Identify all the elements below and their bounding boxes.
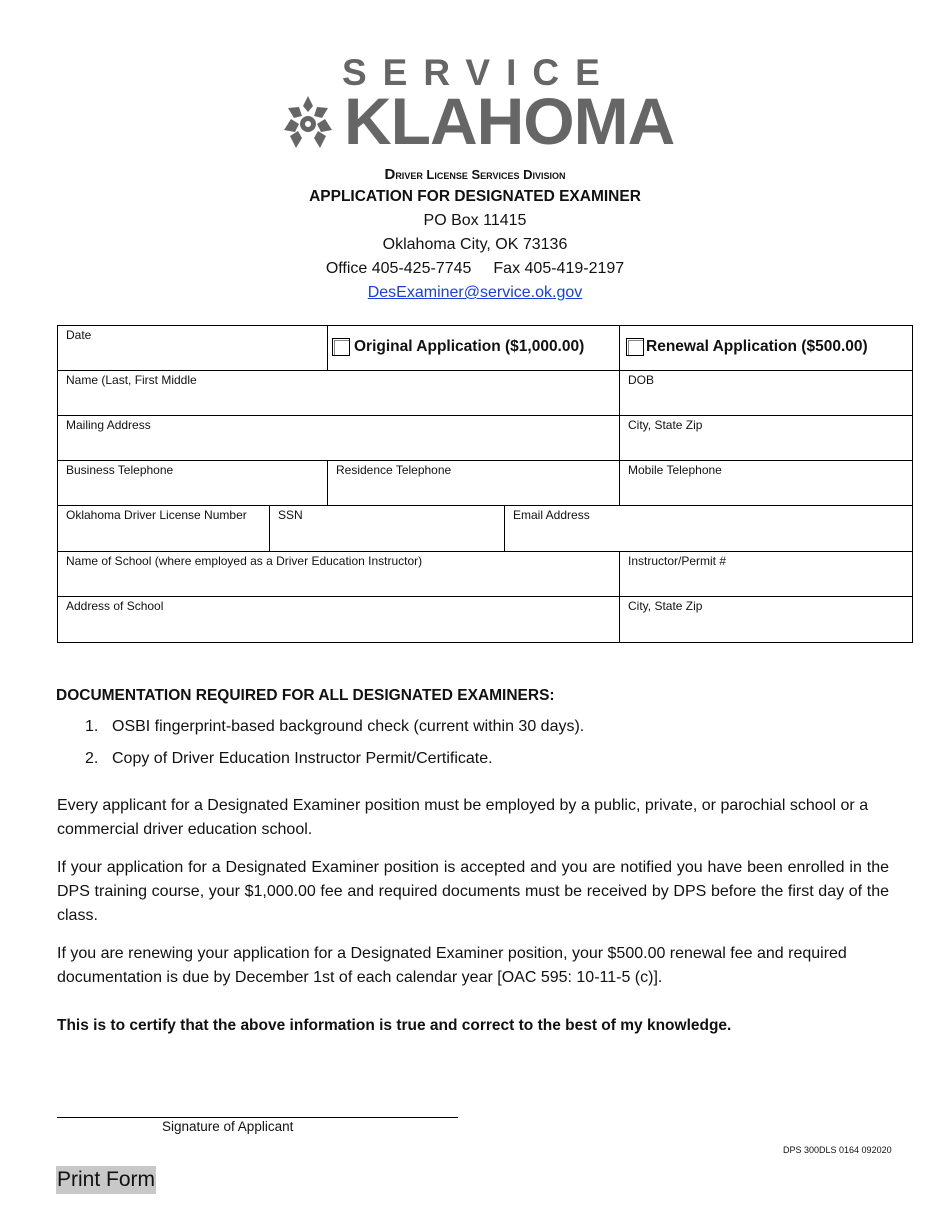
- date-label: Date: [66, 328, 92, 342]
- school-name-field[interactable]: [57, 551, 620, 597]
- school-address-label: Address of School: [66, 599, 164, 613]
- residence-telephone-label: Residence Telephone: [336, 463, 452, 477]
- city-address: Oklahoma City, OK 73136: [382, 236, 568, 253]
- instructor-permit-field[interactable]: [619, 551, 913, 597]
- mailing-address-field[interactable]: [57, 415, 620, 461]
- division-name: [0, 166, 950, 183]
- oklahoma-star-icon: [280, 94, 336, 152]
- mailing-address-label: Mailing Address: [66, 418, 151, 432]
- residence-telephone-field[interactable]: [327, 460, 620, 506]
- office-phone: Office 405-425-7745: [325, 260, 472, 277]
- renewal-fee-paragraph: If you are renewing your application for a Designated Examiner position, your $500.00 renewal fee and required documentation is due by December 1st of each calendar year [OAC 595: 10-11-5 (c)].: [57, 945, 847, 986]
- ssn-field[interactable]: [269, 505, 505, 552]
- documentation-item-number: 1.: [85, 718, 99, 735]
- ssn-label: SSN: [278, 508, 303, 522]
- certification-statement: This is to certify that the above information is true and correct to the best of my knowledge.: [57, 1017, 732, 1034]
- documentation-item-text: OSBI fingerprint-based background check (current within 30 days).: [112, 718, 585, 735]
- phone-numbers: [0, 260, 950, 278]
- division-first-letter: D: [384, 166, 396, 183]
- page-title: APPLICATION FOR DESIGNATED EXAMINER: [309, 188, 641, 205]
- documentation-item-text: Copy of Driver Education Instructor Permit/Certificate.: [112, 750, 493, 767]
- business-telephone-label: Business Telephone: [66, 463, 174, 477]
- school-city-state-zip-field[interactable]: [619, 596, 913, 643]
- email-address-field[interactable]: [504, 505, 913, 552]
- instructor-permit-label: Instructor/Permit #: [628, 554, 727, 568]
- original-application-cell: [327, 325, 620, 371]
- driver-license-number-label: Oklahoma Driver License Number: [66, 508, 247, 522]
- email-address-label: Email Address: [513, 508, 590, 522]
- logo-service-text: SERVICE: [342, 52, 616, 93]
- date-field[interactable]: [57, 325, 328, 371]
- original-application-checkbox[interactable]: [332, 338, 350, 356]
- logo-oklahoma-text: KLAHOMA: [344, 84, 675, 158]
- renewal-application-checkbox[interactable]: [626, 338, 644, 356]
- dob-field[interactable]: [619, 370, 913, 416]
- documentation-item-number: 2.: [85, 750, 99, 767]
- driver-license-number-field[interactable]: [57, 505, 270, 552]
- dob-label: DOB: [628, 373, 655, 387]
- contact-email-link[interactable]: DesExaminer@service.ok.gov: [367, 284, 583, 301]
- employment-requirement-paragraph: Every applicant for a Designated Examiner position must be employed by a public, private, or parochial school or a commercial driver education school.: [57, 797, 869, 838]
- school-address-field[interactable]: [57, 596, 620, 643]
- service-oklahoma-logo: [280, 52, 675, 158]
- form-number: DPS 300DLS 0164 092020: [783, 1145, 892, 1155]
- business-telephone-field[interactable]: [57, 460, 328, 506]
- training-fee-paragraph: If your application for a Designated Examiner position is accepted and you are notified you have been enrolled in the DPS training course, your $1,000.00 fee and required documents must be received by DPS before the first day of the class.: [57, 859, 889, 924]
- signature-label: Signature of Applicant: [162, 1119, 294, 1134]
- original-application-label: Original Application ($1,000.00): [354, 338, 585, 355]
- fax-number: Fax 405-419-2197: [493, 260, 625, 277]
- school-city-state-zip-label: City, State Zip: [628, 599, 703, 613]
- renewal-application-cell: [619, 325, 913, 371]
- renewal-application-label: Renewal Application ($500.00): [646, 338, 868, 355]
- documentation-item: [85, 750, 493, 768]
- school-name-label: Name of School (where employed as a Driver Education Instructor): [66, 554, 423, 568]
- mobile-telephone-label: Mobile Telephone: [628, 463, 722, 477]
- name-field[interactable]: [57, 370, 620, 416]
- name-label: Name (Last, First Middle: [66, 373, 197, 387]
- application-form: [57, 325, 913, 643]
- city-state-zip-label: City, State Zip: [628, 418, 703, 432]
- documentation-heading: DOCUMENTATION REQUIRED FOR ALL DESIGNATED EXAMINERS:: [56, 687, 555, 704]
- po-box: PO Box 11415: [423, 212, 527, 229]
- documentation-item: [85, 718, 584, 736]
- signature-line[interactable]: [57, 1117, 458, 1118]
- city-state-zip-field[interactable]: [619, 415, 913, 461]
- print-form-button[interactable]: Print Form: [56, 1166, 156, 1194]
- division-rest: river License Services Division: [395, 167, 566, 182]
- mobile-telephone-field[interactable]: [619, 460, 913, 506]
